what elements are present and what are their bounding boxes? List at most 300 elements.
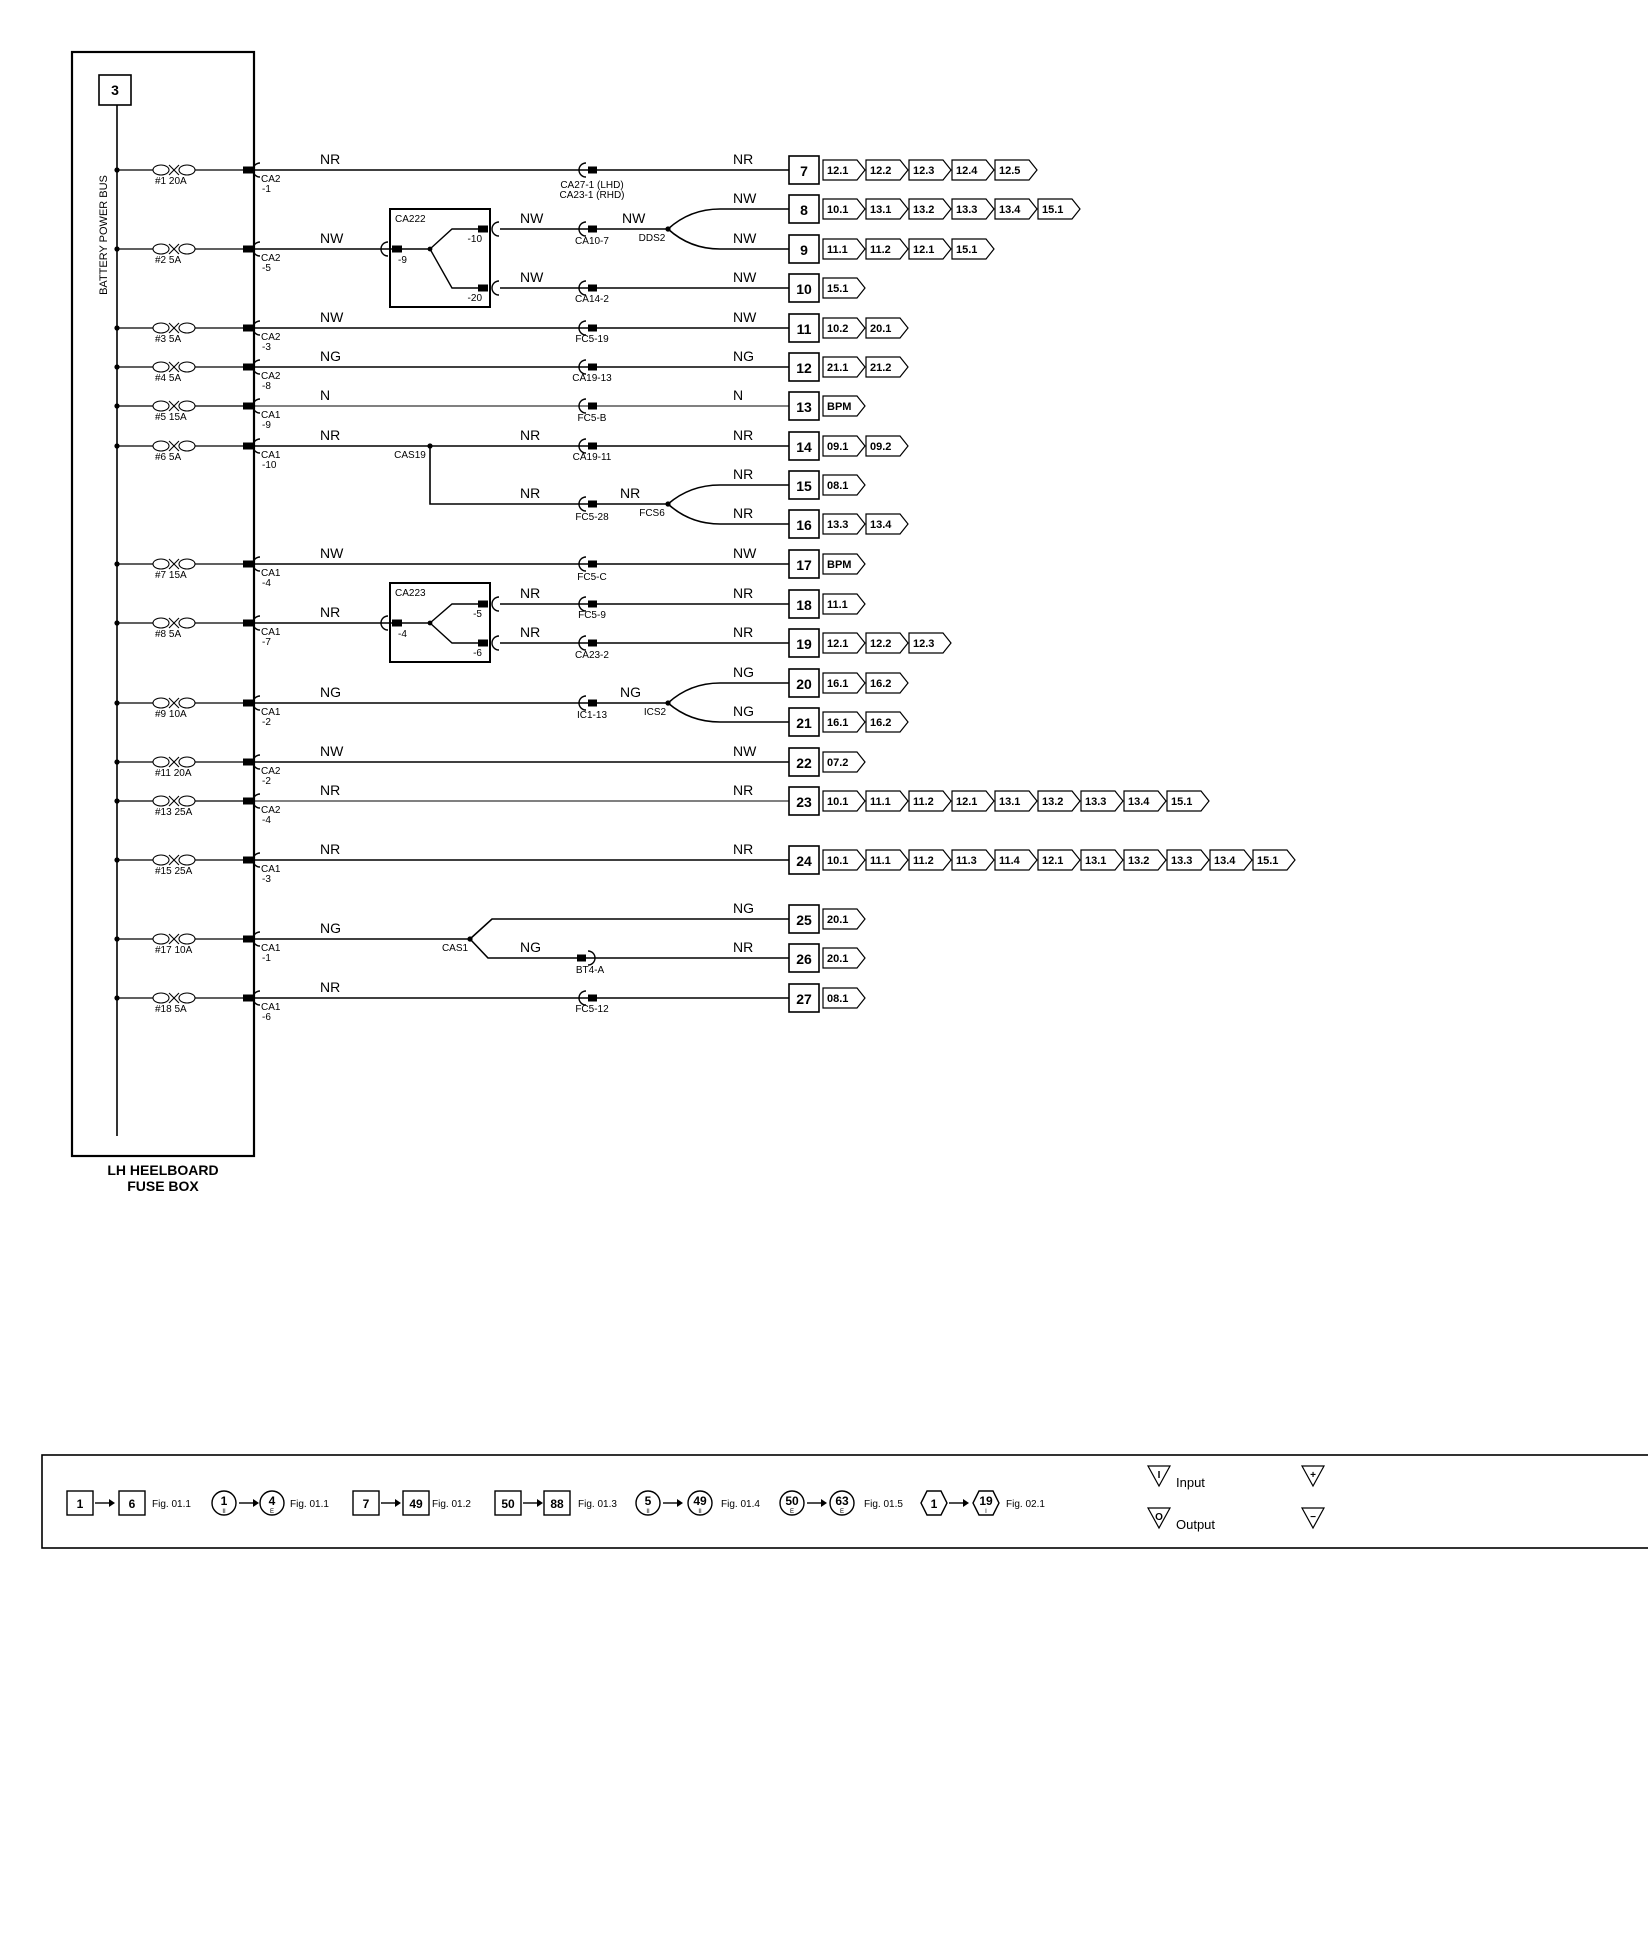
legend-figure-ref: Fig. 01.5	[864, 1499, 903, 1510]
module-pin: -4	[398, 629, 407, 640]
wire-color-label: N	[733, 387, 744, 403]
cross-ref-arrow[interactable]	[952, 239, 994, 259]
wire-color-label: NR	[733, 151, 754, 167]
legend-symbol-square	[403, 1491, 429, 1515]
source-ref-number: 3	[111, 82, 119, 98]
output-ref-12	[789, 353, 819, 381]
cross-ref-arrow[interactable]	[823, 988, 865, 1008]
cross-ref-label: 11.4	[999, 855, 1020, 867]
output-ref-number: 8	[800, 202, 808, 218]
output-ref-16	[789, 510, 819, 538]
legend-symbol-sub: E	[269, 1509, 275, 1515]
connector-pin: -7	[262, 637, 271, 648]
fuse-symbol	[153, 698, 195, 708]
minus-glyph: −	[1310, 1512, 1316, 1523]
inline-connector-label: FC5-19	[575, 334, 609, 345]
output-ref-number: 21	[796, 715, 812, 731]
cross-ref-arrow[interactable]	[1167, 850, 1209, 870]
module-pin: -5	[473, 609, 482, 620]
cross-ref-arrow[interactable]	[823, 396, 865, 416]
connector-label: CA1	[261, 864, 281, 875]
cross-ref-label: 21.2	[870, 362, 892, 374]
cross-ref-arrow[interactable]	[909, 850, 951, 870]
cross-ref-label: 11.2	[913, 796, 934, 808]
wire-color-label: NW	[733, 190, 757, 206]
legend-symbol-number: 1	[220, 1494, 228, 1508]
cross-ref-label: BPM	[827, 401, 852, 413]
fuse-symbol	[153, 441, 195, 451]
inline-connector-label: FC5-12	[575, 1004, 609, 1015]
wire-color-label: N	[320, 387, 331, 403]
fuse-label: #15 25A	[155, 866, 193, 877]
legend-symbol-sub: II	[698, 1509, 702, 1515]
cross-ref-label: 20.1	[827, 914, 849, 926]
cross-ref-label: 13.1	[870, 204, 892, 216]
fuse-label: #8 5A	[155, 629, 182, 640]
connector-pin: -2	[262, 717, 271, 728]
wire-color-label: NW	[733, 743, 757, 759]
cross-ref-arrow[interactable]	[1124, 791, 1166, 811]
fuse-label: #17 10A	[155, 945, 193, 956]
cross-ref-label: 15.1	[956, 244, 978, 256]
output-ref-25	[789, 905, 819, 933]
legend-symbol-number: 50	[785, 1494, 799, 1508]
cross-ref-label: 12.2	[870, 638, 892, 650]
cross-ref-arrow[interactable]	[1167, 791, 1209, 811]
cross-ref-arrow[interactable]	[866, 436, 908, 456]
cross-ref-arrow[interactable]	[952, 850, 994, 870]
wire-color-label: NG	[733, 348, 754, 364]
cross-ref-arrow[interactable]	[1038, 199, 1080, 219]
cross-ref-label: 12.1	[827, 165, 849, 177]
legend-symbol-circle	[260, 1491, 284, 1515]
fuse-label: #6 5A	[155, 452, 182, 463]
wire-color-label: NG	[733, 900, 754, 916]
cross-ref-label: 13.3	[1085, 796, 1107, 808]
output-ref-23	[789, 787, 819, 815]
legend-symbol-number: 49	[409, 1497, 423, 1511]
wire-color-label: NG	[733, 664, 754, 680]
legend-symbol-square	[67, 1491, 93, 1515]
fuse-label: #1 20A	[155, 176, 187, 187]
connector-label: CA1	[261, 707, 281, 718]
cross-ref-label: 07.2	[827, 757, 849, 769]
legend-symbol-square	[119, 1491, 145, 1515]
legend-symbol-sub: I	[985, 1509, 987, 1515]
connector-label: CA2	[261, 371, 281, 382]
cross-ref-arrow[interactable]	[866, 199, 908, 219]
connector-label: CA1	[261, 627, 281, 638]
fuse-symbol	[153, 934, 195, 944]
cross-ref-label: 12.1	[913, 244, 935, 256]
output-ref-number: 17	[796, 557, 812, 573]
output-ref-number: 9	[800, 242, 808, 258]
cross-ref-label: 13.1	[999, 796, 1021, 808]
connector-label: CA1	[261, 943, 281, 954]
cross-ref-arrow[interactable]	[823, 239, 865, 259]
cross-ref-arrow[interactable]	[866, 633, 908, 653]
fuse-symbol	[153, 618, 195, 628]
cross-ref-arrow[interactable]	[909, 239, 951, 259]
wire-color-label: NR	[733, 466, 754, 482]
cross-ref-arrow[interactable]	[952, 791, 994, 811]
output-ref-number: 24	[796, 853, 812, 869]
legend-symbol-circle	[830, 1491, 854, 1515]
cross-ref-arrow[interactable]	[952, 160, 994, 180]
cross-ref-label: 10.1	[827, 855, 849, 867]
cross-ref-label: 12.1	[1042, 855, 1064, 867]
fuse-symbol	[153, 362, 195, 372]
connector-pin: -9	[262, 420, 271, 431]
cross-ref-arrow[interactable]	[995, 160, 1037, 180]
output-ref-number: 11	[796, 321, 812, 337]
connector-pin: -6	[262, 1012, 271, 1023]
connector-pin: -4	[262, 578, 271, 589]
fuse-label: #9 10A	[155, 709, 187, 720]
wire-color-label: NW	[733, 269, 757, 285]
wire-color-label: NR	[320, 604, 341, 620]
cross-ref-label: 10.1	[827, 796, 849, 808]
module-pin: -10	[467, 234, 482, 245]
cross-ref-label: 13.1	[1085, 855, 1107, 867]
connector-label: CA2	[261, 174, 281, 185]
cross-ref-label: 15.1	[1042, 204, 1064, 216]
cross-ref-arrow[interactable]	[823, 594, 865, 614]
output-ref-21	[789, 708, 819, 736]
cross-ref-arrow[interactable]	[866, 712, 908, 732]
connector-pin: -1	[262, 184, 271, 195]
output-ref-27	[789, 984, 819, 1012]
output-ref-14	[789, 432, 819, 460]
cross-ref-label: 13.2	[1042, 796, 1064, 808]
inline-connector-label: CA14-2	[575, 294, 609, 305]
fuse-symbol	[153, 796, 195, 806]
legend-output-label: Output	[1176, 1517, 1216, 1532]
cross-ref-arrow[interactable]	[1038, 791, 1080, 811]
wire-color-label: NW	[320, 545, 344, 561]
fuse-box-title: FUSE BOX	[127, 1178, 199, 1194]
cross-ref-arrow[interactable]	[1124, 850, 1166, 870]
wire-color-label: NR	[520, 427, 541, 443]
cross-ref-label: 15.1	[827, 283, 849, 295]
legend-symbol-number: 5	[644, 1494, 652, 1508]
connector-label: CA1	[261, 1002, 281, 1013]
cross-ref-arrow[interactable]	[1210, 850, 1252, 870]
output-ref-number: 22	[796, 755, 812, 771]
wire-color-label: NR	[520, 485, 541, 501]
inline-connector-label: FC5-28	[575, 512, 609, 523]
cross-ref-arrow[interactable]	[1253, 850, 1295, 870]
output-ref-number: 7	[800, 163, 808, 179]
module-pin: -9	[398, 255, 407, 266]
cross-ref-label: 16.1	[827, 678, 849, 690]
legend-figure-ref: Fig. 01.1	[290, 1499, 329, 1510]
cross-ref-label: 08.1	[827, 993, 849, 1005]
cross-ref-arrow[interactable]	[909, 791, 951, 811]
fuse-symbol	[153, 401, 195, 411]
cross-ref-arrow[interactable]	[823, 160, 865, 180]
cross-ref-arrow[interactable]	[823, 850, 865, 870]
cross-ref-label: 11.1	[870, 855, 891, 867]
legend-symbol-number: 63	[835, 1494, 849, 1508]
output-ref-number: 16	[796, 517, 812, 533]
cross-ref-arrow[interactable]	[823, 475, 865, 495]
cross-ref-arrow[interactable]	[823, 554, 865, 574]
cross-ref-label: 12.3	[913, 165, 935, 177]
cross-ref-label: 20.1	[827, 953, 849, 965]
output-ref-number: 20	[796, 676, 812, 692]
wire-color-label: NW	[320, 309, 344, 325]
output-ref-22	[789, 748, 819, 776]
connector-label: CA2	[261, 805, 281, 816]
inline-connector-label: CA23-1 (RHD)	[559, 190, 625, 201]
cross-ref-arrow[interactable]	[823, 514, 865, 534]
legend-figure-ref: Fig. 01.1	[152, 1499, 191, 1510]
legend-symbol-sub: E	[839, 1509, 845, 1515]
legend-figure-ref: Fig. 01.2	[432, 1499, 471, 1510]
output-ref-17	[789, 550, 819, 578]
splice-label: DDS2	[638, 233, 666, 244]
wire-color-label: NG	[520, 939, 541, 955]
output-ref-number: 15	[796, 478, 812, 494]
connector-label: CA1	[261, 450, 281, 461]
cross-ref-arrow[interactable]	[866, 673, 908, 693]
splice-label: FCS6	[639, 508, 665, 519]
cross-ref-label: 16.2	[870, 678, 892, 690]
cross-ref-label: 12.3	[913, 638, 935, 650]
wire-color-label: NR	[320, 782, 341, 798]
cross-ref-label: 13.3	[1171, 855, 1193, 867]
cross-ref-label: 13.2	[1128, 855, 1150, 867]
legend-symbol-number: 6	[128, 1497, 136, 1511]
cross-ref-arrow[interactable]	[823, 436, 865, 456]
output-ref-number: 26	[796, 951, 812, 967]
inline-connector-label: CA10-7	[575, 236, 609, 247]
cross-ref-label: 10.2	[827, 323, 849, 335]
cross-ref-arrow[interactable]	[866, 514, 908, 534]
output-glyph: O	[1155, 1512, 1163, 1523]
inline-connector-label: CA23-2	[575, 650, 609, 661]
legend-symbol-circle	[780, 1491, 804, 1515]
cross-ref-label: 11.1	[827, 244, 848, 256]
cross-ref-arrow[interactable]	[995, 791, 1037, 811]
wire-color-label: NG	[620, 684, 641, 700]
legend-symbol-number: 4	[268, 1494, 276, 1508]
junction-dot	[665, 501, 670, 506]
wire-color-label: NW	[320, 743, 344, 759]
splice-label: ICS2	[643, 707, 667, 718]
wire-color-label: NW	[733, 230, 757, 246]
cross-ref-arrow[interactable]	[1081, 850, 1123, 870]
legend-symbol-number: 1	[76, 1497, 84, 1511]
cross-ref-label: 21.1	[827, 362, 849, 374]
inline-connector-label: IC1-13	[576, 710, 608, 721]
fuse-symbol	[153, 244, 195, 254]
cross-ref-label: 12.1	[827, 638, 849, 650]
cross-ref-arrow[interactable]	[995, 199, 1037, 219]
connector-pin: -5	[262, 263, 271, 274]
fuse-box-title: LH HEELBOARD	[107, 1162, 219, 1178]
wire-color-label: NW	[622, 210, 646, 226]
splice-label: CAS1	[441, 943, 469, 954]
cross-ref-arrow[interactable]	[823, 791, 865, 811]
legend-symbol-square	[495, 1491, 521, 1515]
wire-color-label: NR	[733, 624, 754, 640]
connector-pin: -10	[262, 460, 277, 471]
cross-ref-label: 11.2	[913, 855, 934, 867]
cross-ref-label: 13.2	[913, 204, 935, 216]
cross-ref-arrow[interactable]	[823, 318, 865, 338]
cross-ref-arrow[interactable]	[823, 357, 865, 377]
connector-pin: -3	[262, 342, 271, 353]
output-ref-24	[789, 846, 819, 874]
legend-symbol-sub: II	[222, 1509, 226, 1515]
fuse-label: #3 5A	[155, 334, 182, 345]
connector-label: CA2	[261, 332, 281, 343]
cross-ref-arrow[interactable]	[823, 712, 865, 732]
fuse-label: #4 5A	[155, 373, 182, 384]
fuse-symbol	[153, 323, 195, 333]
output-ref-number: 27	[796, 991, 812, 1007]
wire-color-label: NW	[520, 210, 544, 226]
cross-ref-arrow[interactable]	[866, 239, 908, 259]
wire-color-label: NR	[320, 151, 341, 167]
cross-ref-label: 16.1	[827, 717, 849, 729]
legend-symbol-number: 1	[930, 1497, 938, 1511]
cross-ref-arrow[interactable]	[1038, 850, 1080, 870]
connector-label: CA1	[261, 410, 281, 421]
cross-ref-arrow[interactable]	[823, 278, 865, 298]
inline-connector-label: BT4-A	[575, 965, 605, 976]
inline-connector-label: FC5-C	[577, 572, 607, 583]
legend-symbol-square	[353, 1491, 379, 1515]
wire-color-label: NR	[733, 427, 754, 443]
legend-symbol-circle	[688, 1491, 712, 1515]
output-ref-8	[789, 195, 819, 223]
cross-ref-label: 08.1	[827, 480, 849, 492]
wire-color-label: NR	[733, 585, 754, 601]
wire-color-label: NG	[733, 703, 754, 719]
cross-ref-arrow[interactable]	[952, 199, 994, 219]
inline-connector-label: CA19-11	[572, 452, 612, 463]
cross-ref-label: 20.1	[870, 323, 892, 335]
cross-ref-label: 12.2	[870, 165, 892, 177]
wire-color-label: NW	[733, 309, 757, 325]
output-ref-19	[789, 629, 819, 657]
cross-ref-label: 12.1	[956, 796, 978, 808]
wire-color-label: NR	[733, 782, 754, 798]
junction-dot	[665, 700, 670, 705]
cross-ref-arrow[interactable]	[909, 199, 951, 219]
legend-symbol-number: 7	[362, 1497, 370, 1511]
cross-ref-label: 13.4	[999, 204, 1021, 216]
cross-ref-label: 11.1	[870, 796, 891, 808]
inline-connector-label: CA27-1 (LHD)	[560, 180, 624, 191]
cross-ref-arrow[interactable]	[995, 850, 1037, 870]
input-glyph: I	[1157, 1470, 1161, 1481]
cross-ref-arrow[interactable]	[866, 160, 908, 180]
legend-symbol-circle	[636, 1491, 660, 1515]
cross-ref-arrow[interactable]	[1081, 791, 1123, 811]
module-name: CA223	[395, 588, 426, 599]
output-ref-number: 10	[796, 281, 812, 297]
output-ref-number: 19	[796, 636, 812, 652]
cross-ref-arrow[interactable]	[866, 357, 908, 377]
legend-symbol-number: 19	[979, 1494, 993, 1508]
cross-ref-label: 15.1	[1257, 855, 1279, 867]
fuse-label: #5 15A	[155, 412, 187, 423]
fuse-symbol	[153, 559, 195, 569]
plus-glyph: +	[1310, 1470, 1316, 1481]
fuse-label: #18 5A	[155, 1004, 187, 1015]
cross-ref-arrow[interactable]	[823, 752, 865, 772]
wire-color-label: NR	[520, 585, 541, 601]
wire-color-label: NR	[320, 979, 341, 995]
cross-ref-arrow[interactable]	[909, 633, 951, 653]
legend-figure-ref: Fig. 02.1	[1006, 1499, 1045, 1510]
fuse-label: #13 25A	[155, 807, 193, 818]
output-ref-number: 23	[796, 794, 812, 810]
wire-color-label: NW	[520, 269, 544, 285]
wire-color-label: NW	[320, 230, 344, 246]
cross-ref-arrow[interactable]	[823, 948, 865, 968]
cross-ref-arrow[interactable]	[823, 633, 865, 653]
cross-ref-arrow[interactable]	[866, 791, 908, 811]
fuse-label: #2 5A	[155, 255, 182, 266]
wire-color-label: NR	[320, 427, 341, 443]
cross-ref-arrow[interactable]	[909, 160, 951, 180]
cross-ref-label: 09.2	[870, 441, 892, 453]
output-ref-10	[789, 274, 819, 302]
inline-connector-label: CA19-13	[572, 373, 612, 384]
cross-ref-arrow[interactable]	[823, 199, 865, 219]
legend-symbol-circle	[212, 1491, 236, 1515]
cross-ref-label: 12.4	[956, 165, 978, 177]
cross-ref-label: 13.3	[827, 519, 849, 531]
connector-pin: -3	[262, 874, 271, 885]
cross-ref-label: 10.1	[827, 204, 849, 216]
cross-ref-label: BPM	[827, 559, 852, 571]
inline-connector-label: FC5-9	[578, 610, 606, 621]
connector-pin: -4	[262, 815, 271, 826]
output-ref-20	[789, 669, 819, 697]
wire-color-label: NR	[520, 624, 541, 640]
inline-connector-label: FC5-B	[577, 413, 607, 424]
output-ref-9	[789, 235, 819, 263]
cross-ref-label: 15.1	[1171, 796, 1193, 808]
legend-symbol-hex	[973, 1491, 999, 1515]
output-ref-11	[789, 314, 819, 342]
connector-pin: -1	[262, 953, 271, 964]
cross-ref-label: 12.5	[999, 165, 1021, 177]
legend-symbol-number: 50	[501, 1497, 515, 1511]
output-ref-13	[789, 392, 819, 420]
output-ref-number: 25	[796, 912, 812, 928]
legend-figure-ref: Fig. 01.4	[721, 1499, 760, 1510]
cross-ref-label: 11.3	[956, 855, 977, 867]
cross-ref-arrow[interactable]	[823, 909, 865, 929]
cross-ref-label: 13.4	[1128, 796, 1150, 808]
legend-figure-ref: Fig. 01.3	[578, 1499, 617, 1510]
cross-ref-arrow[interactable]	[866, 850, 908, 870]
cross-ref-label: 13.3	[956, 204, 978, 216]
fuse-symbol	[153, 757, 195, 767]
fuse-symbol	[153, 855, 195, 865]
fuse-symbol	[153, 993, 195, 1003]
wire-color-label: NR	[620, 485, 641, 501]
cross-ref-arrow[interactable]	[866, 318, 908, 338]
cross-ref-arrow[interactable]	[823, 673, 865, 693]
